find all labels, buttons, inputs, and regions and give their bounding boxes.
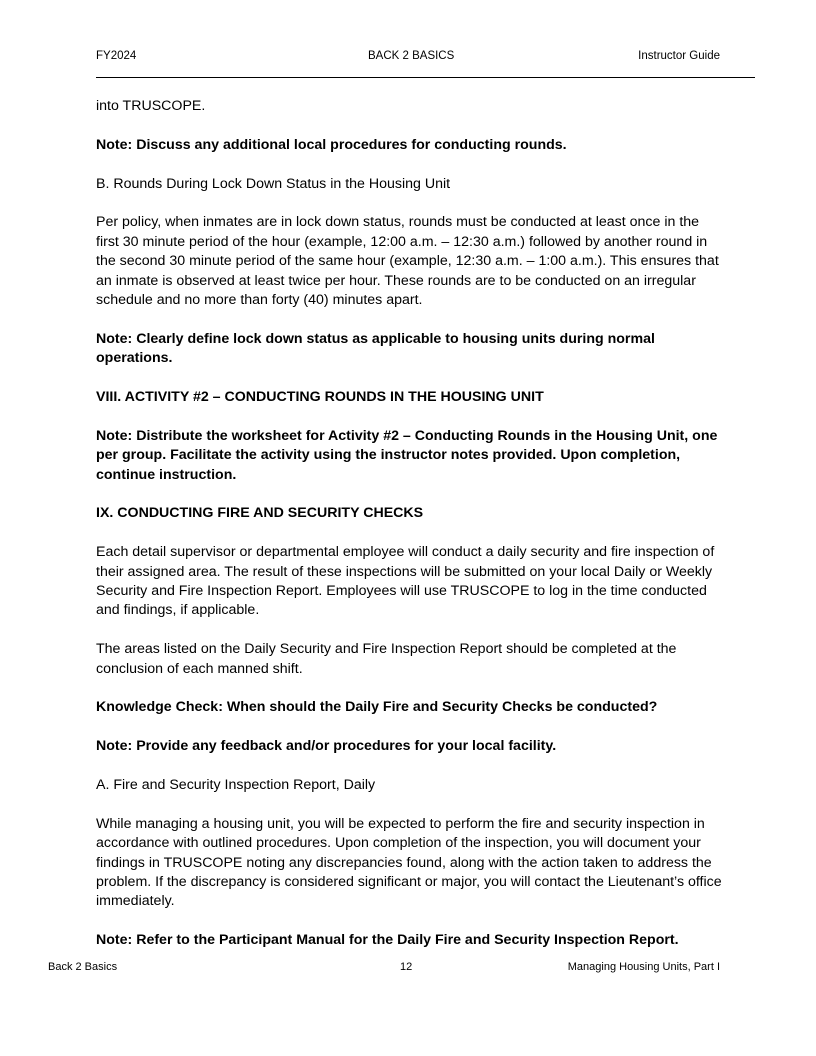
footer-module-title: Managing Housing Units, Part I xyxy=(567,961,720,973)
subheading-inspection-report: A. Fire and Security Inspection Report, Daily xyxy=(96,777,376,794)
header-guide-type: Instructor Guide xyxy=(638,50,720,62)
section-heading-viii: VIII. ACTIVITY #2 – CONDUCTING ROUNDS IN THE HOUSING UNIT xyxy=(96,389,544,406)
paragraph: The areas listed on the Daily Security and Fire Inspection Report should be completed at the conclusion of each manned shift. xyxy=(96,641,677,677)
paragraph: into TRUSCOPE. xyxy=(96,98,206,114)
page-number: 12 xyxy=(400,961,413,973)
note-activity-2: Note: Distribute the worksheet for Activity #2 – Conducting Rounds in the Housing Unit, one per group. Facilitate the activity using the instructor notes provided. Upon completion, continue instruction. xyxy=(96,427,718,483)
section-heading-ix: IX. CONDUCTING FIRE AND SECURITY CHECKS xyxy=(96,505,424,522)
note-participant-manual: Note: Refer to the Participant Manual for the Daily Fire and Security Inspection Report. xyxy=(96,932,679,949)
page-header xyxy=(96,50,720,66)
paragraph: Each detail supervisor or departmental employee will conduct a daily security and fire inspection of their assigned area. The result of these inspections will be submitted on your local Daily or Weekly Security and Fire Inspection Report. Employees will use TRUSCOPE to log in the time conducted and findings, if applicable. xyxy=(96,544,715,619)
note-local-procedures: Note: Discuss any additional local procedures for conducting rounds. xyxy=(96,136,567,153)
subheading-lockdown-rounds: B. Rounds During Lock Down Status in the Housing Unit xyxy=(96,175,451,192)
paragraph: Per policy, when inmates are in lock down status, rounds must be conducted at least once in the first 30 minute period of the hour (example, 12:00 a.m. – 12:30 a.m.) followed by another round in the second 30 minute period of the same hour (example, 12:30 a.m. – 1:00 a.m.). This ensures that an inmate is observed at least twice per hour. These rounds are to be conducted on an irregular schedule and no more than forty (40) minutes apart. xyxy=(96,214,719,309)
note-feedback: Note: Provide any feedback and/or procedures for your local facility. xyxy=(96,738,557,755)
document-body xyxy=(96,97,722,970)
header-fiscal-year: FY2024 xyxy=(96,50,137,62)
header-divider xyxy=(96,77,755,78)
page-footer xyxy=(48,961,720,977)
knowledge-check: Knowledge Check: When should the Daily Fire and Security Checks be conducted? xyxy=(96,699,658,716)
footer-course-name: Back 2 Basics xyxy=(48,961,118,973)
paragraph: While managing a housing unit, you will be expected to perform the fire and security inspection in accordance with outlined procedures. Upon completion of the inspection, you will document your findings in TRUSCOPE noting any discrepancies found, along with the action taken to address the problem. If the discrepancy is considered significant or major, you will contact the Lieutenant’s office immediately. xyxy=(96,815,722,910)
note-lockdown-status: Note: Clearly define lock down status as applicable to housing units during normal operations. xyxy=(96,330,655,367)
header-course-title: BACK 2 BASICS xyxy=(368,50,455,62)
